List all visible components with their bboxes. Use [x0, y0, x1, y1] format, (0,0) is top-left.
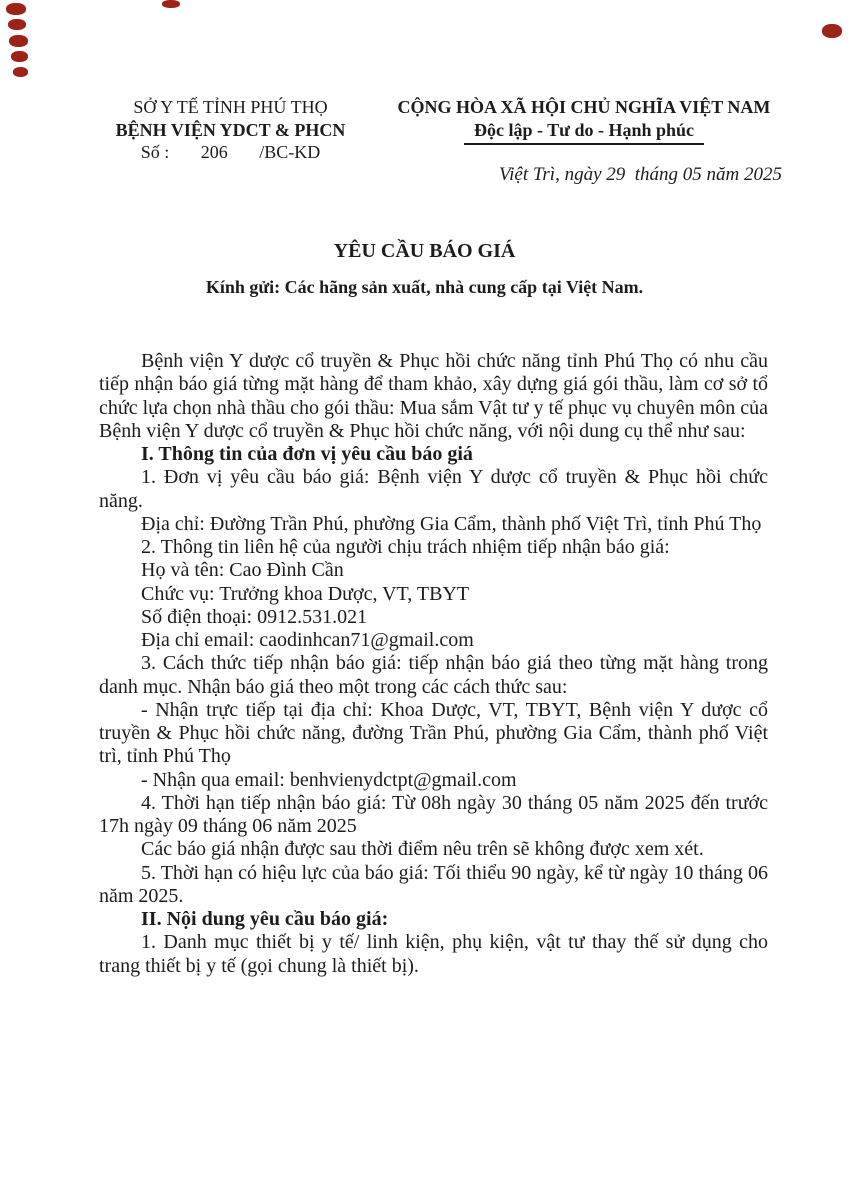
document-body [99, 350, 768, 978]
ink-stain [6, 3, 26, 15]
para-requesting-unit: 1. Đơn vị yêu cầu báo giá: Bệnh viện Y dược cổ truyền & Phục hồi chức năng. [99, 466, 768, 512]
para-receiving-method: 3. Cách thức tiếp nhận báo giá: tiếp nhận báo giá theo từng mặt hàng trong danh mục. Nhận báo giá theo một trong các cách thức sau: [99, 652, 768, 698]
para-validity: 5. Thời hạn có hiệu lực của báo giá: Tối thiểu 90 ngày, kể từ ngày 10 tháng 06 năm 2025. [99, 861, 768, 907]
ink-stain [9, 35, 28, 47]
para-method-email: - Nhận qua email: benhvienydctpt@gmail.com [141, 768, 517, 791]
ink-stain [8, 19, 26, 30]
header-national-motto [386, 96, 782, 187]
salutation-line: Kính gửi: Các hãng sản xuất, nhà cung cấp tại Việt Nam. [205, 277, 644, 297]
para-address: Địa chỉ: Đường Trần Phú, phường Gia Cẩm, thành phố Việt Trì, tỉnh Phú Thọ [141, 512, 762, 535]
para-late-quote-note: Các báo giá nhận được sau thời điểm nêu trên sẽ không được xem xét. [141, 838, 704, 861]
hospital-name: BỆNH VIỆN YDCT & PHCN [115, 119, 346, 140]
agency-name: SỞ Y TẾ TỈNH PHÚ THỌ [133, 97, 328, 117]
para-contact-phone: Số điện thoại: 0912.531.021 [141, 605, 368, 628]
section-2-heading: II. Nội dung yêu cầu báo giá: [141, 908, 389, 930]
para-contact-name: Họ và tên: Cao Đình Cần [141, 559, 344, 582]
para-equipment-list: 1. Danh mục thiết bị y tế/ linh kiện, phụ kiện, vật tư thay thế sử dụng cho trang thiết bị y tế (gọi chung là thiết bị). [99, 931, 768, 977]
ink-stain [13, 67, 28, 77]
ink-stain [11, 51, 28, 62]
para-contact-heading: 2. Thông tin liên hệ của người chịu trách nhiệm tiếp nhận báo giá: [141, 536, 670, 558]
motto-line-2: Độc lập - Tư do - Hạnh phúc [464, 119, 704, 146]
para-contact-position: Chức vụ: Trưởng khoa Dược, VT, TBYT [141, 582, 470, 605]
document-title: YÊU CẦU BÁO GIÁ [333, 240, 516, 262]
para-method-direct: - Nhận trực tiếp tại địa chỉ: Khoa Dược, VT, TBYT, Bệnh viện Y dược cổ truyền & Phục hồi chức năng, đường Trần Phú, phường Gia Cẩm, thành phố Việt trì, tỉnh Phú Thọ [99, 698, 768, 768]
ink-stain [162, 0, 180, 8]
motto-line-1: CỘNG HÒA XÃ HỘI CHỦ NGHĨA VIỆT NAM [397, 97, 771, 117]
place-and-date-line: Việt Trì, ngày 29 tháng 05 năm 2025 [498, 164, 782, 185]
ink-stain [822, 24, 842, 38]
para-deadline: 4. Thời hạn tiếp nhận báo giá: Từ 08h ngày 30 tháng 05 năm 2025 đến trước 17h ngày 09 tháng 06 năm 2025 [99, 791, 768, 837]
intro-paragraph: Bệnh viện Y dược cổ truyền & Phục hồi chức năng tỉnh Phú Thọ có nhu cầu tiếp nhận báo giá từng mặt hàng để tham khảo, xây dựng giá gói thầu, làm cơ sở tổ chức lựa chọn nhà thầu cho gói thầu: Mua sắm Vật tư y tế phục vụ chuyên môn của Bệnh viện Y dược cổ truyền & Phục hồi chức năng, với nội dung cụ thể như sau: [99, 350, 768, 442]
para-contact-email: Địa chỉ email: caodinhcan71@gmail.com [141, 629, 474, 651]
header-issuing-agency [103, 96, 358, 164]
document-reference-number: Số : 206 /BC-KD [140, 142, 321, 162]
section-1-heading: I. Thông tin của đơn vị yêu cầu báo giá [141, 443, 473, 465]
